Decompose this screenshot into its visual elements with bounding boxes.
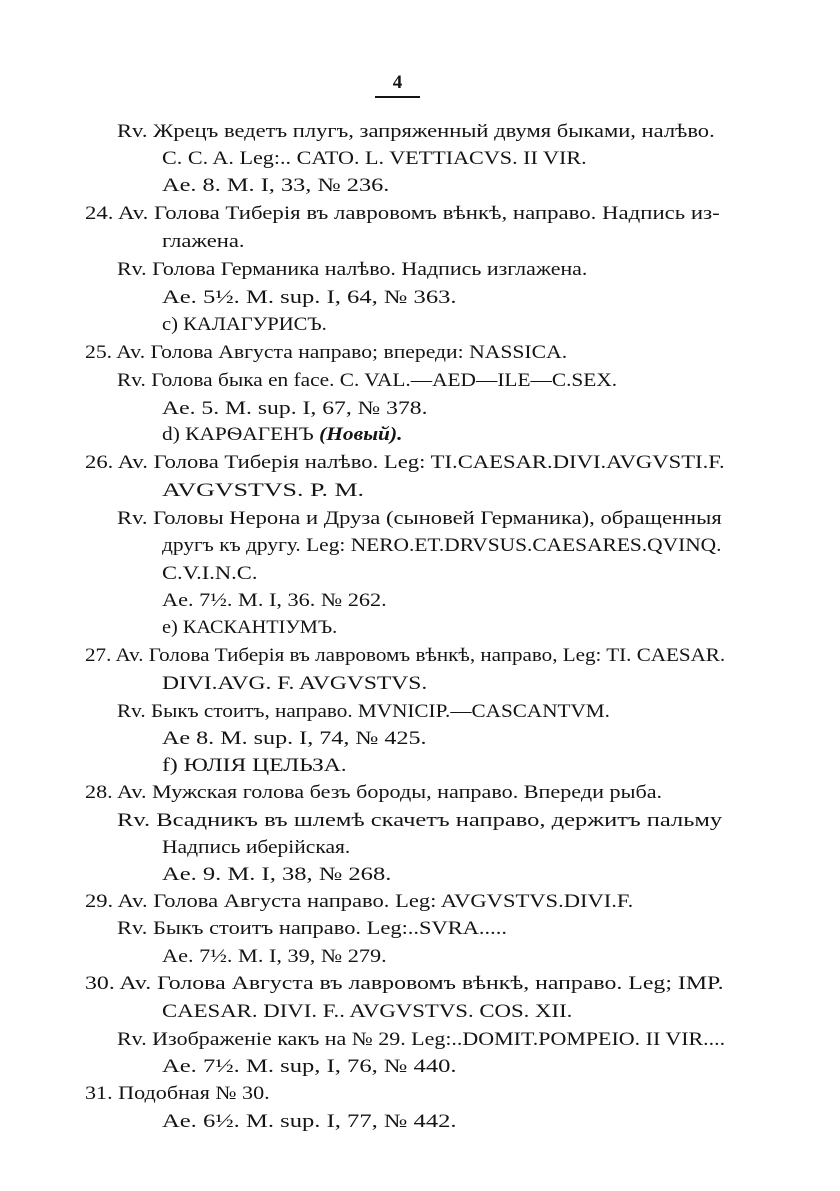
line-text: Ae. 7½. M. sup, I, 76, № 440. <box>162 1056 457 1077</box>
text-line <box>117 1026 725 1054</box>
line-text: CAESAR. DIVI. F.. AVGVSTVS. COS. XII. <box>162 1001 573 1022</box>
line-text: f) ЮЛІЯ ЦЕЛЬЗА. <box>162 755 347 776</box>
line-text: d) КАРѲАГЕНЪ <box>162 424 314 445</box>
text-line <box>162 477 364 505</box>
line-text: Rv. Всадникъ въ шлемѣ скачетъ направо, держитъ пальму <box>117 810 723 831</box>
line-text: Rv. Жрецъ ведетъ плугъ, запряженный двумя быками, налѣво. <box>117 121 715 142</box>
line-text: Rv. Голова быка en face. C. VAL.—AED—ILE—C.SEX. <box>117 370 618 391</box>
line-text: Rv. Быкъ стоитъ, направо. MVNICIP.—CASCANTVM. <box>117 701 610 722</box>
line-text: 24. Av. Голова Тиберія въ лавровомъ вѣнкѣ, направо. Надпись из- <box>85 203 720 224</box>
text-line <box>85 1080 270 1108</box>
text-line <box>85 970 724 998</box>
text-line <box>117 807 722 835</box>
text-line <box>117 367 617 395</box>
line-text: Ae. 7½. M. I, 39, № 279. <box>162 946 387 967</box>
text-line <box>162 587 387 615</box>
text-line <box>162 670 427 698</box>
line-text: C. C. A. Leg:.. CATO. L. VETTIACVS. II VIR. <box>162 148 587 169</box>
text-line <box>162 145 587 173</box>
text-line <box>85 642 725 670</box>
line-text: 28. Av. Мужская голова безъ бороды, направо. Впереди рыба. <box>85 782 663 803</box>
line-text: глажена. <box>162 231 245 252</box>
text-line <box>117 698 610 726</box>
line-text: Ae. 7½. M. I, 36. № 262. <box>162 590 387 611</box>
text-line <box>162 861 391 889</box>
text-line <box>85 779 662 807</box>
line-text: AVGVSTVS. P. M. <box>162 480 365 501</box>
page-number: 4 <box>375 72 420 98</box>
line-text: Надпись иберійская. <box>162 837 351 858</box>
text-line <box>162 532 721 560</box>
line-text: Ae. 5. M. sup. I, 67, № 378. <box>162 398 428 419</box>
line-text: Rv. Голова Германика налѣво. Надпись изглажена. <box>117 259 588 280</box>
text-line <box>162 395 428 423</box>
line-text: 25. Av. Голова Августа направо; впереди: NASSICA. <box>85 342 568 363</box>
text-line <box>162 998 572 1026</box>
line-text: Rv. Изображеніе какъ на № 29. Leg:..DOMIT.POMPEIO. II VIR.... <box>117 1029 726 1050</box>
line-text: другъ къ другу. Leg: NERO.ET.DRVSUS.CAESARES.QVINQ. <box>162 535 722 556</box>
line-text: Ae. 5½. M. sup. I, 64, № 363. <box>162 287 457 308</box>
text-line <box>85 888 633 916</box>
line-italic-note: (Новый). <box>319 424 403 445</box>
text-line <box>162 752 347 780</box>
text-line <box>162 1108 457 1136</box>
line-text: Rv. Головы Нерона и Друза (сыновей Германика), обращенныя <box>117 508 722 529</box>
line-text: 27. Av. Голова Тиберія въ лавровомъ вѣнкѣ, направо, Leg: TI. CAESAR. <box>85 645 726 666</box>
line-text: Ae. 8. M. I, 33, № 236. <box>162 175 390 196</box>
line-text: 29. Av. Голова Августа направо. Leg: AVGVSTVS.DIVI.F. <box>85 891 634 912</box>
line-text: 31. Подобная № 30. <box>85 1083 270 1104</box>
line-text: DIVI.AVG. F. AVGVSTVS. <box>162 673 428 694</box>
line-text: 26. Av. Голова Тиберія налѣво. Leg: TI.CAESAR.DIVI.AVGVSTI.F. <box>85 452 725 473</box>
text-line <box>162 421 402 449</box>
text-line <box>117 256 587 284</box>
text-line <box>162 560 258 588</box>
text-line <box>162 725 427 753</box>
text-line <box>85 200 720 228</box>
text-line <box>162 311 327 339</box>
text-line <box>162 228 244 256</box>
text-line <box>117 505 722 533</box>
text-line <box>162 614 337 642</box>
text-line <box>117 915 507 943</box>
text-line <box>117 118 715 146</box>
text-line <box>162 1053 457 1081</box>
line-text: Rv. Быкъ стоитъ направо. Leg:..SVRA..... <box>117 918 507 939</box>
text-line <box>162 834 350 862</box>
line-text: Ae. 9. M. I, 38, № 268. <box>162 864 392 885</box>
text-line <box>162 172 389 200</box>
line-text: 30. Av. Голова Августа въ лавровомъ вѣнкѣ, направо. Leg; IMP. <box>85 973 724 994</box>
text-line <box>162 943 387 971</box>
line-text: c) КАЛАГУРИСЪ. <box>162 314 327 335</box>
text-line <box>85 339 567 367</box>
line-text: e) КАСКАНТІУМЪ. <box>162 617 338 638</box>
line-text: Ae. 6½. M. sup. I, 77, № 442. <box>162 1111 457 1132</box>
line-text: Ae 8. M. sup. I, 74, № 425. <box>162 728 427 749</box>
text-line <box>162 284 457 312</box>
text-line <box>85 449 725 477</box>
line-text: C.V.I.N.C. <box>162 563 258 584</box>
